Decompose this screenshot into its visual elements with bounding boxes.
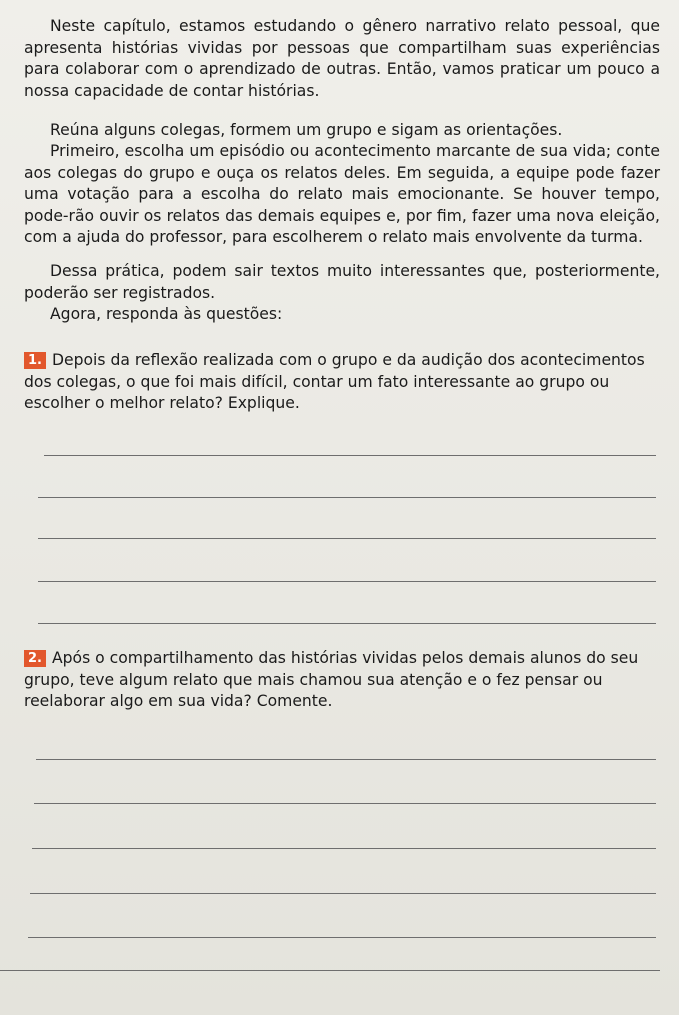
- answer-line-2-3[interactable]: [32, 848, 656, 849]
- answer-line-2-5[interactable]: [28, 937, 656, 938]
- question-1-number-badge: 1.: [24, 352, 46, 369]
- question-2: [24, 648, 660, 713]
- intro-paragraph-2: Reúna alguns colegas, formem um grupo e sigam as orientações.: [50, 121, 563, 139]
- answer-line-2-6[interactable]: [0, 970, 660, 971]
- question-2-text: Após o compartilhamento das histórias vividas pelos demais alunos do seu grupo, teve algum relato que mais chamou sua atenção e o fez pensar ou reelaborar algo em sua vida? Comente.: [24, 649, 639, 711]
- answer-line-2-2[interactable]: [34, 803, 656, 804]
- intro-paragraph-3: Primeiro, escolha um episódio ou acontecimento marcante de sua vida; conte aos colegas do grupo e ouça os relatos deles. Em seguida, a equipe pode fazer uma votação para a escolha do relato mais emocionante. Se houver tempo, pode-rão ouvir os relatos das demais equipes e, por fim, fazer uma nova eleição, com a ajuda do professor, para escolherem o relato mais envolvente da turma.: [24, 142, 660, 247]
- answer-line-1-4[interactable]: [38, 581, 656, 582]
- intro-paragraph-5: Agora, responda às questões:: [50, 305, 283, 323]
- intro-paragraph-4: Dessa prática, podem sair textos muito interessantes que, posteriormente, poderão ser registrados.: [24, 262, 660, 302]
- answer-line-1-2[interactable]: [38, 497, 656, 498]
- question-1-text: Depois da reflexão realizada com o grupo e da audição dos acontecimentos dos colegas, o que foi mais difícil, contar um fato interessante ao grupo ou escolher o melhor relato? Explique.: [24, 351, 645, 413]
- answer-line-1-5[interactable]: [38, 623, 656, 624]
- answer-line-2-4[interactable]: [30, 893, 656, 894]
- question-1: [24, 350, 660, 415]
- answer-line-1-1[interactable]: [44, 455, 656, 456]
- answer-line-1-3[interactable]: [38, 538, 656, 539]
- answer-line-2-1[interactable]: [36, 759, 656, 760]
- question-2-number-badge: 2.: [24, 650, 46, 667]
- intro-paragraph-1: Neste capítulo, estamos estudando o gênero narrativo relato pessoal, que apresenta histórias vividas por pessoas que compartilham suas experiências para colaborar com o aprendizado de outras. Então, vamos praticar um pouco a nossa capacidade de contar histórias.: [24, 17, 660, 100]
